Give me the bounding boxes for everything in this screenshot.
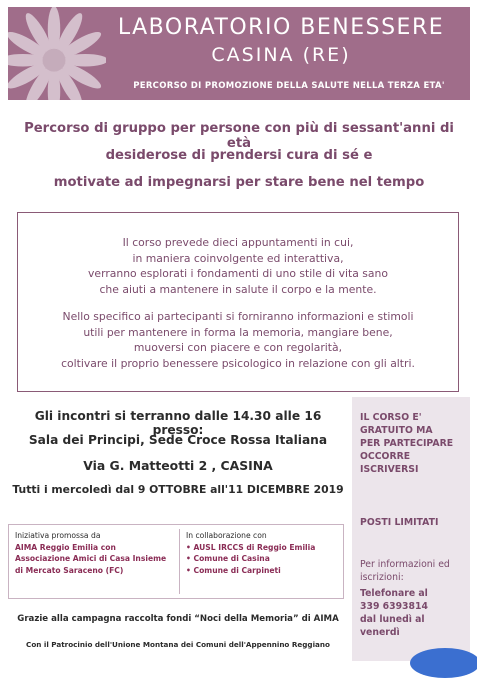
promoter-org: Associazione Amici di Casa Insieme — [15, 554, 167, 563]
chat-bubble-icon[interactable] — [410, 648, 477, 678]
phone-number[interactable]: 339 6393814 — [360, 601, 428, 612]
collaborator-org: • Comune di Casina — [186, 554, 270, 563]
description-box — [17, 212, 459, 392]
promoter-org: AIMA Reggio Emilia con — [15, 542, 116, 552]
info-label-line: Per informazioni ed — [360, 559, 450, 570]
promoters-box — [8, 524, 344, 599]
collaborator-org: • AUSL IRCCS di Reggio Emilia — [186, 542, 316, 552]
registration-notice — [360, 411, 464, 476]
promoters-divider — [179, 529, 180, 594]
description-line: in maniera coinvolgente ed interattiva, — [132, 251, 344, 265]
event-address: Via G. Matteotti 2 , CASINA — [83, 458, 273, 473]
event-time: Gli incontri si terranno dalle 14.30 alle 16 presso: — [34, 409, 322, 437]
notice-line: GRATUITO MA — [360, 425, 433, 436]
intro-line-2: desiderose di prendersi cura di sé e — [105, 148, 373, 163]
event-venue: Sala dei Principi, Sede Croce Rossa Italiana — [28, 433, 328, 447]
contact-line: Telefonare al — [360, 588, 428, 599]
description-line: Nello specifico ai partecipanti si forniranno informazioni e stimoli — [62, 310, 414, 323]
description-paragraph-1 — [18, 235, 458, 297]
contact-line: venerdì — [360, 627, 400, 638]
intro-line-1: Percorso di gruppo per persone con più di sessant'anni di età — [24, 121, 454, 151]
description-line: Il corso prevede dieci appuntamenti in cui, — [122, 236, 354, 249]
info-label — [360, 558, 464, 584]
description-line: coltivare il proprio benessere psicologico in relazione con gli altri. — [61, 356, 415, 370]
collaboration — [186, 530, 341, 576]
event-dates: Tutti i mercoledì dal 9 OTTOBRE all'11 DICEMBRE 2019 — [12, 483, 344, 496]
info-sidebar — [352, 397, 470, 661]
description-line: verranno esplorati i fondamenti di uno stile di vita sano — [88, 267, 388, 280]
header-tagline: PERCORSO DI PROMOZIONE DELLA SALUTE NELLA TERZA ETA' — [133, 81, 445, 91]
notice-line: ISCRIVERSI — [360, 464, 419, 475]
promoted-by-label: Iniziativa promossa da — [15, 531, 101, 540]
footer-patronage: Con il Patrocinio dell'Unione Montana dei Comuni dell'Appennino Reggiano — [26, 640, 330, 649]
notice-line: PER PARTECIPARE — [360, 438, 454, 449]
header-title: LABORATORIO BENESSERE — [117, 15, 445, 40]
info-label-line: iscrizioni: — [360, 572, 404, 583]
description-paragraph-2 — [18, 309, 458, 371]
collaborator-org: • Comune di Carpineti — [186, 565, 281, 575]
notice-line: OCCORRE — [360, 451, 411, 462]
description-line: muoversi con piacere e con regolarità, — [133, 341, 343, 354]
description-line: che aiuti a mantenere in salute il corpo e la mente. — [99, 282, 377, 296]
contact-info — [360, 587, 464, 639]
header-banner — [8, 7, 470, 100]
footer-thanks: Grazie alla campagna raccolta fondi “Noci della Memoria” di AIMA — [17, 614, 339, 624]
description-line: utili per mantenere in forma la memoria, mangiare bene, — [83, 325, 393, 339]
collaboration-label: In collaborazione con — [186, 531, 267, 540]
intro-line-3: motivate ad impegnarsi per stare bene nel tempo — [53, 175, 425, 190]
notice-line: IL CORSO E' — [360, 412, 422, 423]
header-subtitle: CASINA (RE) — [211, 44, 351, 66]
promoter-org: di Mercato Saraceno (FC) — [15, 565, 124, 575]
contact-line: dal lunedì al — [360, 614, 425, 625]
promoted-by — [15, 530, 175, 576]
limited-seats: POSTI LIMITATI — [360, 517, 439, 528]
